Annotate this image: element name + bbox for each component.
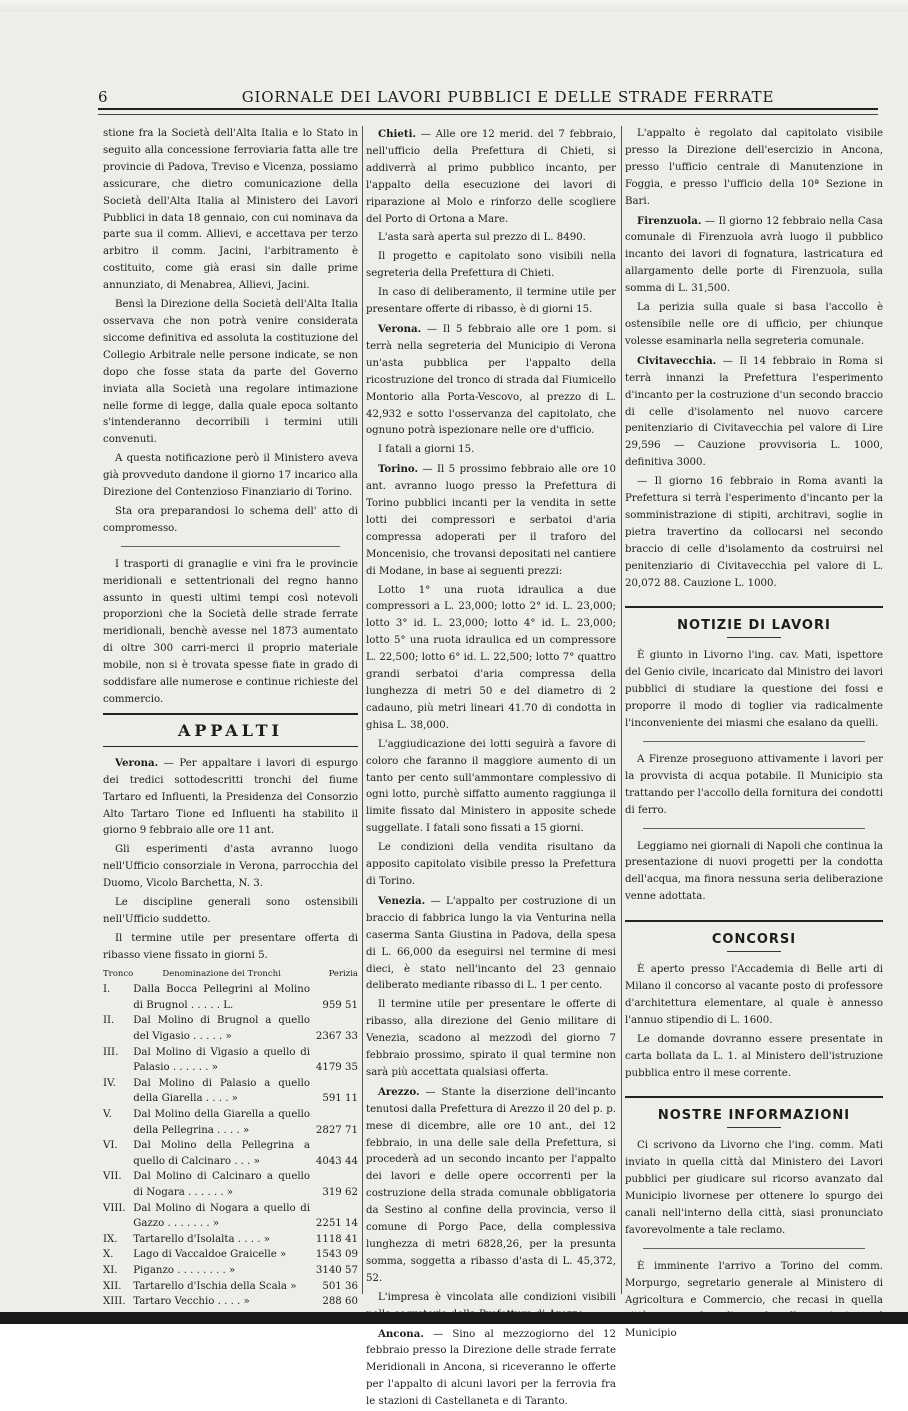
section-separator xyxy=(121,546,340,547)
table-row xyxy=(103,1169,358,1200)
paragraph: Le domande dovranno essere presentate in carta bollata da L. 1. al Ministero dell'istruzione pubblica entro il mese corrente. xyxy=(625,1033,883,1079)
section-heading-notizie: NOTIZIE DI LAVORI xyxy=(625,606,883,635)
paragraph: La perizia sulla quale si basa l'accollo è ostensibile nelle ore di ufficio, per chiunque volesse esaminarla nella segreteria comunale. xyxy=(625,302,883,347)
tronco-description: Tartarello d'Isolalta . . . . » xyxy=(133,1233,270,1245)
place-lead: Civitavecchia. xyxy=(637,354,717,367)
tronco-description: Lago di Vaccaldoe Graicelle » xyxy=(133,1249,287,1261)
paragraph: Il termine utile per presentare offerta di ribasso viene fissato in giorni 5. xyxy=(103,932,358,961)
table-row xyxy=(103,1279,358,1295)
tronco-number: V. xyxy=(103,1109,112,1121)
paragraph: Il progetto e capitolato sono visibili nella segreteria della Prefettura di Chieti. xyxy=(366,251,616,280)
section-separator xyxy=(643,1248,865,1249)
scan-bottom-edge xyxy=(0,1312,908,1324)
section-heading-appalti: APPALTI xyxy=(103,713,358,747)
column-header-denominazione: Denominazione dei Tronchi xyxy=(162,968,281,979)
perizia-amount: 591 11 xyxy=(322,1093,358,1105)
tronco-number: IV. xyxy=(103,1077,116,1089)
column-header-perizia: Perizia xyxy=(328,968,358,979)
table-row xyxy=(103,1045,358,1076)
paragraph: — Il giorno 16 febbraio in Roma avanti la Prefettura si terrà l'esperimento d'incanto per la somministrazione di stipiti, architravi, soglie in pietra travertino da collocarsi nel secondo braccio di celle d'isolamento da costruirsi nel penitenziario di Civitavecchia pel valore di L. 20,072 88. Cauzione L. 1000. xyxy=(625,476,883,589)
paragraph-text: — Sino al mezzogiorno del 12 febbraio presso la Direzione delle strade ferrate Meridionali in Ancona, si riceveranno le offerte per l'appalto di alcuni lavori per la ferrovia fra le stazioni di Castellaneta e di Taranto. xyxy=(366,1328,616,1408)
tronco-number: VIII. xyxy=(103,1202,126,1214)
paragraph: Il termine utile per presentare le offerte di ribasso, alla direzione del Genio militare di Venezia, scadono al mezzodì del giorno 7 febbraio prossimo, spirato il qual termine non sarà più accettata qualsiasi offerta. xyxy=(366,999,616,1078)
column-header-tronco: Tronco xyxy=(103,968,134,979)
paragraph: stione fra la Società dell'Alta Italia e lo Stato in seguito alla concessione ferroviaria fatta alle tre provincie di Padova, Treviso e Vicenza, possiamo assicurare, che dietro comunicazione della Società dell'Alta Italia al Ministero dei Lavori Pubblici in data 18 gennaio, con cui nominava da parte sua il comm. Allievi, e accettava per terzo arbitro il comm. Jacini, l'arbitramento è costituito, come già erasi sin dalle prime annunziato, di Menabrea, Allievi, Jacini. xyxy=(103,128,358,292)
paragraph: È aperto presso l'Accademia di Belle arti di Milano il concorso al vacante posto di professore d'architettura elementare, al quale è annesso l'annuo stipendio di L. 1600. xyxy=(625,964,883,1026)
perizia-amount: 2827 71 xyxy=(315,1124,358,1136)
tronco-number: I. xyxy=(103,984,111,996)
perizia-amount: 501 36 xyxy=(322,1280,358,1292)
tronco-number: XI. xyxy=(103,1264,118,1276)
paragraph: L'appalto è regolato dal capitolato visibile presso la Direzione dell'esercizio in Ancona, presso l'ufficio centrale di Manutenzione in Foggia, e presso l'ufficio della 10ª Sezione in Bari. xyxy=(625,128,883,207)
paragraph-text: — L'appalto per costruzione di un braccio di fabbrica lungo la via Venturina nella caserma Santa Giustina in Padova, della spesa di L. 66,000 da eseguirsi nel termine di mesi dieci, è stato nell'incanto del 23 gennaio deliberato mediante ribasso di L. 1 per cento. xyxy=(366,895,616,992)
paragraph: L'impresa è vincolata alle condizioni visibili xyxy=(378,1291,616,1303)
place-lead: Torino. xyxy=(378,463,419,476)
paragraph: In caso di deliberamento, il termine utile per presentare offerte di ribasso, è di giorni 15. xyxy=(366,287,616,316)
table-row xyxy=(103,1232,358,1248)
paragraph: L'aggiudicazione dei lotti seguirà a favore di coloro che faranno il maggiore aumento di un tanto per cento sull'ammontare complessivo di ogni lotto, purchè siffatto aumento raggiunga il limite fissato dal Ministero in apposite schede suggellate. I fatali sono fissati a 15 giorni. xyxy=(366,738,616,835)
paragraph: Leggiamo nei giornali di Napoli che continua la presentazione di nuovi progetti per la condotta dell'acqua, ma finora nessuna seria deliberazione venne adottata. xyxy=(625,840,883,903)
place-lead: Verona. xyxy=(115,756,159,769)
paragraph: Bensì la Direzione della Società dell'Alta Italia osservava che non potrà venire considerata siccome definitiva ed assoluta la costituzione del Collegio Arbitrale nelle persone indicate, se non dopo che fosse stata da parte del Governo inviata alla Società una regolare intimazione nelle forme di legge, dalla quale epoca soltanto s'intenderanno decorribili i termini utili convenuti. xyxy=(103,299,358,446)
paragraph-ancona xyxy=(366,1326,616,1411)
paragraph-civitavecchia xyxy=(625,353,883,472)
place-lead: Venezia. xyxy=(378,894,426,907)
column-3 xyxy=(625,126,883,1340)
column-divider xyxy=(362,126,363,1294)
paragraph-text: — Per appaltare i lavori di espurgo dei tredici sottodescritti tronchi del fiume Tartaro ed Influenti, la Presidenza del Consorzio Alto Tartaro Tione ed Influenti ha stabilito il giorno 9 febbraio alle ore 11 ant. xyxy=(103,757,358,837)
tronco-description: Dalla Bocca Pellegrini al Molino di Brugnol . . . . . L. xyxy=(133,984,310,1011)
paragraph: Le condizioni della vendita risultano da apposito capitolato visibile presso la Prefettura di Torino. xyxy=(366,842,616,887)
heading-underline xyxy=(727,1127,781,1128)
paragraph-text: — Alle ore 12 merid. del 7 febbraio, nell'ufficio della Prefettura di Chieti, si addiverrà al primo pubblico incanto, per l'appalto della esecuzione dei lavori di riparazione al Molo e rinforzo delle scogliere del Porto di Ortona a Mare. xyxy=(366,129,616,225)
paragraph: Lotto 1° una ruota idraulica a due compressori a L. 23,000; lotto 2° id. L. 23,000; lotto 3° id. L. 23,000; lotto 4° id. L. 23,000; lotto 5° una ruota idraulica ed un compressore L. 22,500; lotto 6° id. L. 22,500; lotto 7° quattro grandi serbatoi d'aria compressa della lunghezza di metri 50 e del diametro di 2 cadauno, più metri lineari 41.70 di condotta in ghisa L. 38,000. xyxy=(366,584,616,731)
page-header xyxy=(98,86,878,110)
paragraph: A Firenze proseguono attivamente i lavori per la provvista di acqua potabile. Il Municipio sta trattando per l'accollo della fornitura dei condotti di ferro. xyxy=(625,753,883,816)
perizia-amount: 1118 41 xyxy=(315,1233,358,1245)
table-row xyxy=(103,1138,358,1169)
tronco-description: Dal Molino di Vigasio a quello di Palasio . . . . . . » xyxy=(133,1046,310,1074)
place-lead: Ancona. xyxy=(378,1327,424,1340)
tronco-number: II. xyxy=(103,1015,115,1027)
header-rule xyxy=(98,114,878,115)
paragraph: A questa notificazione però il Ministero aveva già provveduto dandone il giorno 17 incarico alla Direzione del Contenzioso Finanziario di Torino. xyxy=(103,453,358,499)
table-row xyxy=(103,1247,358,1263)
newspaper-title: GIORNALE DEI LAVORI PUBBLICI E DELLE STRADE FERRATE xyxy=(241,88,775,106)
paragraph-arezzo xyxy=(366,1084,616,1288)
tronco-description: Dal Molino della Giarella a quello della Pellegrina . . . . » xyxy=(133,1109,310,1136)
table-row xyxy=(103,1107,358,1138)
tronco-description: Dal Molino della Pellegrina a quello di Calcinaro . . . » xyxy=(133,1140,310,1167)
section-separator xyxy=(643,741,865,742)
paragraph-venezia xyxy=(366,893,616,995)
page-fold-edge xyxy=(0,0,908,12)
column-2 xyxy=(366,126,616,1408)
tronco-description: Piganzo . . . . . . . . » xyxy=(133,1264,236,1276)
section-separator xyxy=(643,828,865,829)
table-row xyxy=(103,1201,358,1232)
paragraph: I fatali a giorni 15. xyxy=(378,444,475,456)
paragraph: Sta ora preparandosi lo schema dell' atto di compromesso. xyxy=(103,505,358,534)
perizia-amount: 319 62 xyxy=(322,1187,358,1198)
paragraph-text: — Stante la diserzione dell'incanto tenutosi dalla Prefettura di Arezzo il 20 del p. p. mese di dicembre, alle ore 10 ant., del 12 febbraio, in una delle sale della Prefettura, si procederà ad un secondo incanto per l'appalto dei lavori e delle opere occorrenti per la costruzione della strada comunale obbligatoria da Sestino al confine della provincia, verso il comune di Porgo Pace, della complessiva lunghezza di metri 6828,26, per la presunta somma, soggetta a ribasso d'asta di L. 45,372, 52. xyxy=(366,1086,616,1284)
page-number: 6 xyxy=(98,88,108,106)
heading-underline xyxy=(727,951,781,952)
paragraph-text: — Il 14 febbraio in Roma si terrà innanzi la Prefettura l'esperimento d'incanto per la costruzione d'un secondo braccio di celle d'isolamento nel nuovo carcere penitenziario di Civitavecchia pel valore di Lire 29,596 — Cauzione provvisoria L. 1000, definitiva 3000. xyxy=(625,355,883,469)
perizia-amount: 288 60 xyxy=(322,1296,358,1308)
tronco-description: Dal Molino di Nogara a quello di Gazzo . . . . . . . » xyxy=(133,1202,310,1230)
perizia-amount: 2367 33 xyxy=(315,1031,358,1043)
tronco-number: XIII. xyxy=(103,1296,126,1308)
tronco-number: III. xyxy=(103,1046,119,1058)
tronco-number: IX. xyxy=(103,1233,118,1245)
paragraph-text: — Il 5 prossimo febbraio alle ore 10 ant. avranno luogo presso la Prefettura di Torino pubblici incanti per la vendita in sette lotti dei compressori e serbatoi d'aria compressa adoperati per il traforo del Moncenisio, che trovansi depositati nel cantiere di Modane, in base ai seguenti prezzi: xyxy=(366,464,616,577)
paragraph-chieti xyxy=(366,126,616,228)
heading-underline xyxy=(727,637,781,638)
paragraph-verona xyxy=(103,755,358,841)
perizia-amount: 4043 44 xyxy=(315,1155,358,1167)
paragraph: È imminente l'arrivo a Torino del comm. Morpurgo, segretario generale al Ministero di Agricoltura e Commercio, che recasi in quella Municipio xyxy=(625,1260,883,1340)
table-row xyxy=(103,1294,358,1310)
perizia-amount: 2251 14 xyxy=(315,1218,358,1230)
place-lead: Arezzo. xyxy=(378,1085,420,1098)
table-header-row xyxy=(103,967,358,983)
table-row xyxy=(103,1013,358,1044)
table-row xyxy=(103,1076,358,1107)
tronco-description: Tartaro Vecchio . . . . » xyxy=(133,1296,250,1308)
tronco-description: Dal Molino di Palasio a quello della Giarella . . . . » xyxy=(133,1077,310,1105)
place-lead: Verona. xyxy=(378,322,422,335)
tronchi-table xyxy=(103,967,358,1310)
tronchi-rows xyxy=(103,982,358,1309)
paragraph: Gli esperimenti d'asta avranno luogo nell'Ufficio consorziale in Verona, parrocchia del Duomo, Vicolo Barchetta, N. 3. xyxy=(103,844,358,890)
paragraph-text: — Il 5 febbraio alle ore 1 pom. si terrà nella segreteria del Municipio di Verona un'asta pubblica per l'appalto della ricostruzione del tronco di strada dal Fiumicello Montorio alla Porta-Vescovo, al prezzo di L. 42,932 e sotto l'osservanza del capitolato, che ognuno potrà ispezionare nelle ore d'ufficio. xyxy=(366,323,616,437)
tronco-number: XII. xyxy=(103,1280,122,1292)
tronco-description: Dal Molino di Calcinaro a quello di Nogara . . . . . . » xyxy=(133,1171,310,1198)
tronco-description: Tartarello d'Ischia della Scala » xyxy=(133,1280,297,1292)
perizia-amount: 1543 09 xyxy=(315,1249,358,1261)
paragraph: Le discipline generali sono ostensibili nell'Ufficio suddetto. xyxy=(103,897,358,925)
tronco-description: Dal Molino di Brugnol a quello del Vigasio . . . . . » xyxy=(133,1015,310,1043)
tronco-number: VI. xyxy=(103,1140,118,1152)
section-heading-informazioni: NOSTRE INFORMAZIONI xyxy=(625,1096,883,1125)
paragraph: L'asta sarà aperta sul prezzo di L. 8490. xyxy=(378,232,586,244)
paragraph: Ci scrivono da Livorno che l'ing. comm. Mati inviato in quella città dal Ministero dei Lavori pubblici per giudicare sul ricorso avanzato dal Municipio livornese per ottenere lo spurgo dei canali nell'interno della città, siasi pronunciato favorevolmente a tale reclamo. xyxy=(625,1140,883,1236)
tronco-number: X. xyxy=(103,1249,114,1261)
place-lead: Firenzuola. xyxy=(637,214,702,227)
perizia-amount: 959 51 xyxy=(322,999,358,1011)
paragraph-text: — Il giorno 12 febbraio nella Casa comunale di Firenzuola avrà luogo il pubblico incanto dei lavori di fognatura, lastricatura ed allargamento delle porte di Firenzuola, sulla somma di L. 31,500. xyxy=(625,215,883,295)
tronco-number: VII. xyxy=(103,1171,122,1183)
section-heading-concorsi: CONCORSI xyxy=(625,920,883,949)
perizia-amount: 3140 57 xyxy=(315,1264,358,1276)
paragraph: È giunto in Livorno l'ing. cav. Mati, ispettore del Genio civile, incaricato dal Ministro dei lavori pubblici di studiare la questione dei fossi e proporre il modo di toglier via radicalmente l'inconveniente dei miasmi che esalano da quelli. xyxy=(625,650,883,729)
table-row xyxy=(103,1263,358,1279)
paragraph: I trasporti di granaglie e vini fra le provincie meridionali e settentrionali del regno hanno assunto in questi ultimi tempi così notevoli proporzioni che la Società delle strade ferrate meridionali, benchè avesse nel 1873 aumentato di oltre 300 carri-merci il proprio materiale mobile, non si è trovata spesse fiate in grado di soddisfare alle numerose e continue richieste del commercio. xyxy=(103,558,358,705)
table-row xyxy=(103,982,358,1013)
paragraph-torino xyxy=(366,461,616,580)
column-divider xyxy=(621,126,622,1294)
perizia-amount: 4179 35 xyxy=(315,1062,358,1074)
column-1 xyxy=(103,126,358,1308)
place-lead: Chieti. xyxy=(378,128,416,140)
paragraph-firenzuola xyxy=(625,213,883,299)
paragraph-verona xyxy=(366,321,616,440)
